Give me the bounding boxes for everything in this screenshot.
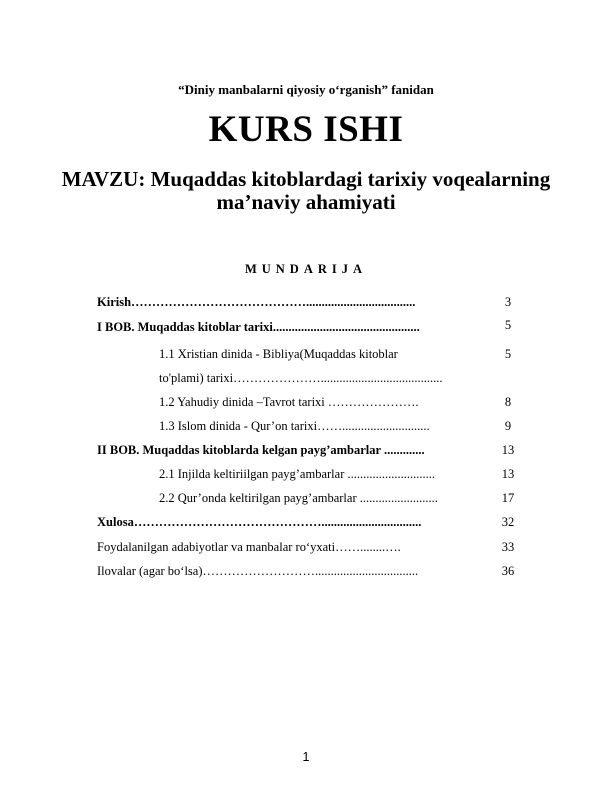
toc-page-references: 33 <box>501 540 515 554</box>
toc-entry-1-3: 1.3 Islom dinida - Qur’on tarixi……............................ <box>159 419 430 433</box>
toc-entry-conclusion: Xulosa………………………………………................................ <box>97 515 422 529</box>
subject-line: “Diniy manbalarni qiyosiy o‘rganish” fanidan <box>178 82 434 97</box>
toc-page-appendices: 36 <box>501 564 515 578</box>
topic-line-2: ma’naviy ahamiyati <box>216 190 396 214</box>
toc-page-intro: 3 <box>504 295 512 309</box>
toc-entry-chapter-1: I BOB. Muqaddas kitoblar tarixi............................................... <box>97 320 420 334</box>
toc-entry-1-2: 1.2 Yahudiy dinida –Tavrot tarixi …………………. <box>159 395 419 409</box>
toc-page-conclusion: 32 <box>501 515 515 529</box>
toc-page-chapter-1: 5 <box>504 318 512 332</box>
topic-line-1: MAVZU: Muqaddas kitoblardagi tarixiy voqealarning <box>61 167 551 191</box>
toc-entry-appendices: Ilovalar (agar bo‘lsa)………………………................................. <box>97 564 419 578</box>
document-title: KURS ISHI <box>208 109 404 150</box>
toc-entry-intro: Kirish……………………………………................................... <box>97 295 416 309</box>
toc-page-1-2: 8 <box>504 395 512 409</box>
toc-page-1-3: 9 <box>504 419 512 433</box>
page-number: 1 <box>302 750 310 764</box>
toc-page-1-1: 5 <box>504 347 512 361</box>
toc-entry-references: Foydalanilgan adabiyotlar va manbalar ro‘yxati……........…. <box>97 540 401 554</box>
toc-page-chapter-2: 13 <box>501 443 515 457</box>
toc-entry-chapter-2: II BOB. Muqaddas kitoblarda kelgan payg’ambarlar ............. <box>97 443 425 457</box>
toc-heading: MUNDARIJA <box>244 262 368 276</box>
topic <box>0 168 612 214</box>
toc-entry-2-1: 2.1 Injilda keltiriilgan payg’ambarlar ............................ <box>159 467 435 481</box>
toc-page-2-1: 13 <box>501 467 515 481</box>
toc-entry-1-1: 1.1 Xristian dinida - Bibliya(Muqaddas kitoblar <box>159 347 398 361</box>
toc-entry-2-2: 2.2 Qur’onda keltirilgan payg’ambarlar ......................... <box>159 491 438 505</box>
toc-page-2-2: 17 <box>501 491 515 505</box>
toc-entry-1-1-cont: to'plami) tarixi…………………....................................... <box>159 371 443 385</box>
